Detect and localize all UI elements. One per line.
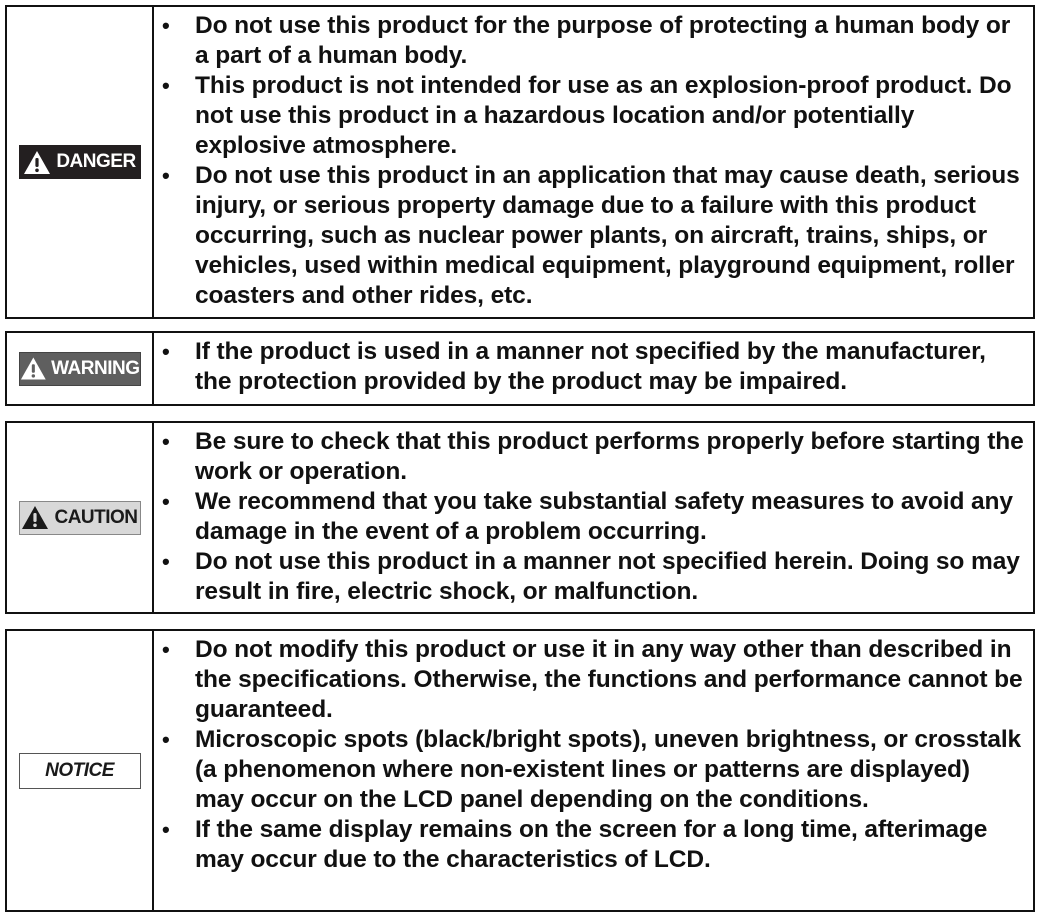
list-item: • Do not use this product for the purpose of protecting a human body or a part of a human body. [162, 11, 1025, 71]
danger-section [5, 5, 1035, 319]
warning-triangle-icon [20, 356, 47, 381]
warning-label: WARNING [51, 357, 140, 379]
warning-content [154, 333, 1033, 404]
notice-section [5, 629, 1035, 912]
list-item: • If the same display remains on the screen for a long time, afterimage may occur due to the characteristics of LCD. [162, 815, 1025, 875]
list-item: • If the product is used in a manner not specified by the manufacturer, the protection provided by the product may be impaired. [162, 337, 1025, 397]
notice-badge [19, 753, 141, 789]
notice-label-cell [7, 631, 154, 910]
notice-list [162, 635, 1025, 875]
list-item: • Be sure to check that this product performs properly before starting the work or operation. [162, 427, 1025, 487]
list-item: • Do not use this product in a manner not specified herein. Doing so may result in fire, electric shock, or malfunction. [162, 547, 1025, 607]
warning-section [5, 331, 1035, 406]
list-item: • Do not modify this product or use it in any way other than described in the specifications. Otherwise, the functions and performance cannot be guaranteed. [162, 635, 1025, 725]
warning-list [162, 337, 1025, 397]
danger-label: DANGER [56, 151, 136, 172]
caution-list [162, 427, 1025, 607]
notice-label: NOTICE [45, 759, 114, 781]
list-item: • Do not use this product in an application that may cause death, serious injury, or serious property damage due to a failure with this product occurring, such as nuclear power plants, on aircraft, trains, ships, or vehicles, used within medical equipment, playground equipment, roller coasters and other rides, etc. [162, 161, 1025, 311]
warning-label-cell [7, 333, 154, 404]
caution-badge [19, 501, 141, 535]
notice-content [154, 631, 1033, 910]
warning-badge [19, 352, 141, 386]
danger-label-cell [7, 7, 154, 317]
list-item: • Microscopic spots (black/bright spots), uneven brightness, or crosstalk (a phenomenon where non-existent lines or patterns are displayed) may occur on the LCD panel depending on the conditions. [162, 725, 1025, 815]
list-item: • This product is not intended for use as an explosion-proof product. Do not use this product in a hazardous location and/or potentially explosive atmosphere. [162, 71, 1025, 161]
caution-section [5, 421, 1035, 614]
caution-content [154, 423, 1033, 612]
danger-list [162, 11, 1025, 311]
caution-label: CAUTION [54, 506, 138, 528]
list-item: • We recommend that you take substantial safety measures to avoid any damage in the event of a problem occurring. [162, 487, 1025, 547]
warning-triangle-icon [23, 150, 51, 175]
danger-badge [19, 145, 141, 179]
caution-label-cell [7, 423, 154, 612]
warning-triangle-icon [21, 505, 49, 530]
danger-content [154, 7, 1033, 317]
